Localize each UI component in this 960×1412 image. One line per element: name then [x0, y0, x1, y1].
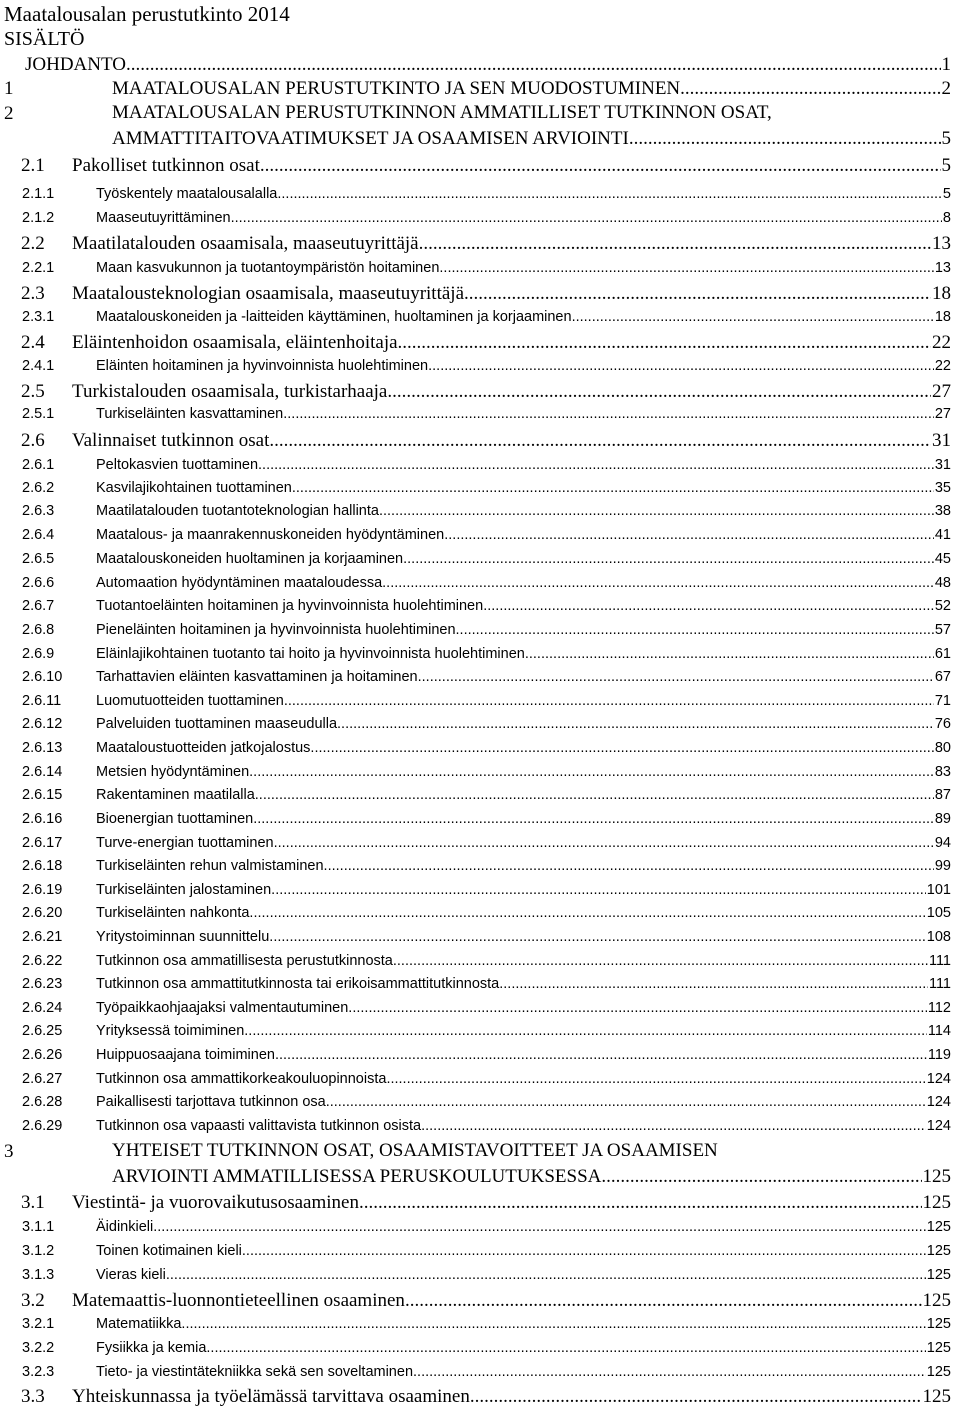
dot-leader — [413, 1361, 926, 1384]
toc-entry-title: Maataloustuotteiden jatkojalostus — [96, 740, 311, 756]
toc-entry-page-number: 18 — [932, 283, 951, 304]
toc-entry-page-number: 87 — [934, 787, 951, 803]
toc-entry-page-number: 124 — [926, 1118, 951, 1134]
dot-leader — [428, 355, 934, 378]
toc-entry-title: Eläintenhoidon osaamisala, eläintenhoitaja — [72, 332, 398, 353]
toc-entry-number: 2.6.3 — [22, 503, 55, 519]
toc-entry[interactable] — [0, 1288, 960, 1314]
toc-entry-title: Työpaikkaohjaajaksi valmentautuminen — [96, 1000, 349, 1016]
toc-entry[interactable] — [0, 690, 960, 713]
toc-entry-number: 2.6.9 — [22, 646, 55, 662]
toc-entry-page-number: 101 — [926, 882, 951, 898]
toc-heading: SISÄLTÖ — [4, 28, 85, 50]
toc-entry-page-number: 8 — [942, 210, 951, 226]
toc-entry-title-line1: YHTEISET TUTKINNON OSAT, OSAAMISTAVOITTEET JA OSAAMISEN — [112, 1140, 718, 1161]
toc-entry-title: Yrityksessä toimiminen — [96, 1023, 245, 1039]
toc-entry-number: 2.5 — [21, 381, 45, 402]
toc-entry-title: Maatalouskoneiden ja -laitteiden käyttäminen, huoltaminen ja korjaaminen — [96, 309, 572, 325]
dot-leader — [601, 1165, 921, 1189]
toc-entry-page-number: 108 — [926, 929, 951, 945]
toc-entry-page-number: 99 — [934, 858, 951, 874]
dot-leader — [249, 902, 925, 925]
dot-leader — [324, 855, 934, 878]
dot-leader — [181, 1313, 925, 1336]
toc-entry-number: 2.1 — [21, 155, 45, 176]
toc-entry[interactable] — [0, 1240, 960, 1263]
toc-entry-page-number: 13 — [934, 260, 951, 276]
dot-leader — [456, 619, 934, 642]
toc-entry[interactable] — [0, 1384, 960, 1410]
dot-leader — [470, 1384, 922, 1410]
toc-entry-title: Äidinkieli — [96, 1219, 154, 1235]
toc-entry-number: 2.6.19 — [22, 882, 63, 898]
toc-entry-page-number: 2 — [941, 78, 951, 99]
toc-entry-number: 2.4 — [21, 332, 45, 353]
toc-entry[interactable] — [0, 1313, 960, 1336]
dot-leader — [274, 832, 934, 855]
toc-entry-page-number: 125 — [926, 1267, 951, 1283]
toc-entry-number: 2.6.7 — [22, 598, 55, 614]
toc-entry[interactable] — [0, 808, 960, 831]
toc-entry-title: Tutkinnon osa ammattitutkinnosta tai erikoisammattitutkinnosta — [96, 976, 500, 992]
toc-entry[interactable] — [0, 902, 960, 925]
toc-entry-page-number: 22 — [932, 332, 951, 353]
dot-leader — [405, 1288, 922, 1314]
toc-entry-number: 2.6.6 — [22, 575, 55, 591]
toc-entry-number: 2.4.1 — [22, 358, 55, 374]
toc-entry-title: Turkistalouden osaamisala, turkistarhaaja — [72, 381, 388, 402]
toc-entry-title: Matemaattis-luonnontieteellinen osaaminen — [72, 1290, 405, 1311]
dot-leader — [444, 524, 934, 547]
toc-entry[interactable] — [0, 666, 960, 689]
toc-entry-title: Maatalouskoneiden huoltaminen ja korjaaminen — [96, 551, 404, 567]
toc-entry-number: 2.6.20 — [22, 905, 63, 921]
toc-entry[interactable] — [0, 1044, 960, 1067]
toc-entry-title: MAATALOUSALAN PERUSTUTKINTO JA SEN MUODOSTUMINEN — [112, 78, 681, 99]
dot-leader — [326, 1091, 926, 1114]
dot-leader — [629, 127, 941, 151]
toc-entry-title: Yhteiskunnassa ja työelämässä tarvittava osaaminen — [72, 1386, 470, 1407]
toc-entry-page-number: 48 — [934, 575, 951, 591]
toc-entry-title: Automaation hyödyntäminen maataloudessa — [96, 575, 383, 591]
toc-entry[interactable] — [0, 548, 960, 571]
toc-entry-page-number: 13 — [932, 233, 951, 254]
toc-entry[interactable] — [0, 1139, 960, 1189]
toc-entry-title: Pakolliset tutkinnon osat — [72, 155, 260, 176]
toc-entry-number: 2.6.23 — [22, 976, 63, 992]
toc-entry-number: 2.6.27 — [22, 1071, 63, 1087]
toc-entry-number: 1 — [4, 78, 14, 99]
toc-entry[interactable] — [0, 855, 960, 878]
toc-entry-page-number: 83 — [934, 764, 951, 780]
toc-entry[interactable] — [0, 1115, 960, 1138]
dot-leader — [403, 548, 934, 571]
toc-entry[interactable] — [0, 53, 960, 77]
dot-leader — [275, 1044, 927, 1067]
toc-entry-number: 3.2.3 — [22, 1364, 55, 1380]
dot-leader — [464, 281, 931, 307]
toc-entry-number: 2.5.1 — [22, 406, 55, 422]
toc-entry-title: JOHDANTO — [25, 54, 126, 75]
dot-leader — [421, 1115, 926, 1138]
dot-leader — [348, 997, 927, 1020]
toc-entry[interactable] — [0, 207, 960, 230]
dot-leader — [269, 428, 931, 454]
toc-entry-title: Maaseutuyrittäminen — [96, 210, 231, 226]
toc-entry[interactable] — [0, 257, 960, 280]
toc-entry-number: 2.6.14 — [22, 764, 63, 780]
toc-entry-number: 2.6.22 — [22, 953, 63, 969]
toc-entry-page-number: 89 — [934, 811, 951, 827]
toc-entry[interactable] — [0, 454, 960, 477]
toc-entry-page-number: 5 — [942, 186, 951, 202]
toc-entry-page-number: 125 — [922, 1290, 951, 1311]
toc-entry-title: Yritystoiminnan suunnittelu — [96, 929, 270, 945]
toc-entry-title-line1: MAATALOUSALAN PERUSTUTKINNON AMMATILLISET TUTKINNON OSAT, — [112, 102, 772, 123]
toc-entry-title: Maatalousteknologian osaamisala, maaseutuyrittäjä — [72, 283, 465, 304]
toc-entry-number: 3.2.1 — [22, 1316, 55, 1332]
toc-entry-title: Paikallisesti tarjottava tutkinnon osa — [96, 1094, 326, 1110]
toc-entry-page-number: 31 — [932, 430, 951, 451]
toc-entry-number: 2.6.29 — [22, 1118, 63, 1134]
toc-entry-title: Matematiikka — [96, 1316, 182, 1332]
dot-leader — [244, 1020, 927, 1043]
toc-entry-page-number: 41 — [934, 527, 951, 543]
toc-entry-title: Pieneläinten hoitaminen ja hyvinvoinnista huolehtiminen — [96, 622, 456, 638]
toc-entry-number: 2.6.16 — [22, 811, 63, 827]
dot-leader — [166, 1264, 926, 1287]
toc-entry[interactable] — [0, 1020, 960, 1043]
toc-entry-number: 2.6.4 — [22, 527, 55, 543]
toc-entry-page-number: 105 — [926, 905, 951, 921]
dot-leader — [258, 454, 934, 477]
toc-entry-number: 2.6.12 — [22, 716, 63, 732]
toc-entry[interactable] — [0, 1361, 960, 1384]
toc-entry[interactable] — [0, 950, 960, 973]
toc-entry[interactable] — [0, 737, 960, 760]
dot-leader — [382, 572, 934, 595]
toc-entry-page-number: 18 — [934, 309, 951, 325]
toc-entry-page-number: 125 — [926, 1219, 951, 1235]
toc-entry-number: 3.2 — [21, 1290, 45, 1311]
toc-entry[interactable] — [0, 330, 960, 356]
dot-leader — [206, 1337, 925, 1360]
toc-entry-page-number: 61 — [934, 646, 951, 662]
toc-entry-page-number: 5 — [941, 155, 951, 176]
toc-entry-page-number: 27 — [932, 381, 951, 402]
toc-entry-number: 2.2.1 — [22, 260, 55, 276]
toc-entry-page-number: 52 — [934, 598, 951, 614]
dot-leader — [231, 207, 942, 230]
dot-leader — [499, 973, 928, 996]
toc-entry-number: 2.6.8 — [22, 622, 55, 638]
toc-entry-title: Metsien hyödyntäminen — [96, 764, 250, 780]
toc-entry[interactable] — [0, 572, 960, 595]
toc-entry-page-number: 124 — [926, 1094, 951, 1110]
dot-leader — [284, 690, 934, 713]
toc-entry-title: Tutkinnon osa vapaasti valittavista tutkinnon osista — [96, 1118, 422, 1134]
dot-leader — [277, 183, 942, 206]
toc-entry-number: 2.6.17 — [22, 835, 63, 851]
toc-entry[interactable] — [0, 101, 960, 151]
toc-entry-number: 2.3.1 — [22, 309, 55, 325]
toc-entry-title: Maatilatalouden osaamisala, maaseutuyrittäjä — [72, 233, 419, 254]
toc-entry[interactable] — [0, 643, 960, 666]
toc-entry-number: 3.1.3 — [22, 1267, 55, 1283]
toc-entry-number: 2.1.2 — [22, 210, 55, 226]
toc-entry[interactable] — [0, 713, 960, 736]
toc-entry-title: Turkiseläinten nahkonta — [96, 905, 250, 921]
toc-entry-page-number: 112 — [927, 1000, 951, 1016]
toc-entry-number: 2.6.11 — [22, 693, 62, 709]
toc-entry-number: 2.6.25 — [22, 1023, 63, 1039]
toc-entry[interactable] — [0, 1190, 960, 1216]
toc-entry-page-number: 119 — [927, 1047, 951, 1063]
toc-entry-title: Valinnaiset tutkinnon osat — [72, 430, 270, 451]
toc-entry-page-number: 125 — [926, 1364, 951, 1380]
toc-entry[interactable] — [0, 973, 960, 996]
dot-leader — [483, 595, 934, 618]
toc-entry[interactable] — [0, 879, 960, 902]
dot-leader — [439, 257, 933, 280]
toc-entry[interactable] — [0, 784, 960, 807]
toc-entry[interactable] — [0, 1216, 960, 1239]
toc-entry-title: Toinen kotimainen kieli — [96, 1243, 242, 1259]
toc-entry-title: Tarhattavien eläinten kasvattaminen ja hoitaminen — [96, 669, 418, 685]
dot-leader — [271, 879, 926, 902]
toc-entry-page-number: 22 — [934, 358, 951, 374]
dot-leader — [269, 926, 926, 949]
toc-entry-page-number: 111 — [928, 976, 951, 992]
dot-leader — [242, 1240, 926, 1263]
toc-entry-page-number: 45 — [934, 551, 951, 567]
toc-entry-title: Eläinlajikohtainen tuotanto tai hoito ja hyvinvoinnista huolehtiminen — [96, 646, 525, 662]
toc-entry[interactable] — [0, 428, 960, 454]
toc-entry-page-number: 76 — [934, 716, 951, 732]
toc-entry-page-number: 94 — [934, 835, 951, 851]
toc-entry-number: 2.6.10 — [22, 669, 63, 685]
toc-entry-number: 2.1.1 — [22, 186, 55, 202]
dot-leader — [260, 153, 941, 179]
toc-entry-number: 3.1.1 — [22, 1219, 55, 1235]
toc-entry-title: Huippuosaajana toimiminen — [96, 1047, 275, 1063]
toc-entry-number: 2.6.28 — [22, 1094, 63, 1110]
toc-entry-title: Tutkinnon osa ammattikorkeakouluopinnoista — [96, 1071, 387, 1087]
toc-entry-page-number: 31 — [934, 457, 951, 473]
toc-entry-page-number: 124 — [926, 1071, 951, 1087]
toc-entry-number: 3.1 — [21, 1192, 45, 1213]
toc-entry[interactable] — [0, 595, 960, 618]
toc-entry-number: 2.6.26 — [22, 1047, 63, 1063]
toc-entry-page-number: 114 — [927, 1023, 951, 1039]
toc-entry-page-number: 125 — [922, 1192, 951, 1213]
toc-entry-title: Eläinten hoitaminen ja hyvinvoinnista huolehtiminen — [96, 358, 429, 374]
toc-entry-title: Turkiseläinten jalostaminen — [96, 882, 272, 898]
toc-entry-number: 2.6.1 — [22, 457, 55, 473]
dot-leader — [393, 950, 928, 973]
toc-entry-title: Rakentaminen maatilalla — [96, 787, 255, 803]
toc-entry-title: ARVIOINTI AMMATILLISESSA PERUSKOULUTUKSESSA — [112, 1166, 602, 1187]
toc-entry-page-number: 1 — [941, 54, 951, 75]
toc-entry-page-number: 125 — [926, 1340, 951, 1356]
toc-entry[interactable] — [0, 1091, 960, 1114]
toc-entry-title: Viestintä- ja vuorovaikutusosaaminen — [72, 1192, 359, 1213]
dot-leader — [310, 737, 933, 760]
toc-entry-number: 2.6.5 — [22, 551, 55, 567]
toc-entry-number: 2.6.21 — [22, 929, 63, 945]
toc-entry-number: 2.6.13 — [22, 740, 63, 756]
toc-entry-page-number: 67 — [934, 669, 951, 685]
toc-entry-page-number: 35 — [934, 480, 951, 496]
toc-entry-page-number: 125 — [926, 1316, 951, 1332]
dot-leader — [418, 666, 934, 689]
toc-entry-title: Kasvilajikohtainen tuottaminen — [96, 480, 292, 496]
dot-leader — [249, 761, 934, 784]
toc-entry-number: 2 — [4, 103, 14, 124]
toc-entry-title: Tutkinnon osa ammatillisesta perustutkinnosta — [96, 953, 393, 969]
toc-entry-page-number: 125 — [922, 1166, 951, 1187]
toc-entry-number: 3.3 — [21, 1386, 45, 1407]
toc-entry-page-number: 111 — [928, 953, 951, 969]
toc-entry-title: Turkiseläinten kasvattaminen — [96, 406, 284, 422]
toc-entry[interactable] — [0, 619, 960, 642]
toc-entry-title: Turve-energian tuottaminen — [96, 835, 274, 851]
toc-entry[interactable] — [0, 926, 960, 949]
toc-entry-title: Tuotantoeläinten hoitaminen ja hyvinvoinnista huolehtiminen — [96, 598, 484, 614]
dot-leader — [387, 379, 931, 405]
toc-entry-title: Työskentely maatalousalalla — [96, 186, 278, 202]
toc-entry-title: Maan kasvukunnon ja tuotantoympäristön hoitaminen — [96, 260, 440, 276]
toc-entry-number: 3.1.2 — [22, 1243, 55, 1259]
toc-entry[interactable] — [0, 281, 960, 307]
toc-entry[interactable] — [0, 306, 960, 329]
toc-entry[interactable] — [0, 153, 960, 179]
toc-entry[interactable] — [0, 403, 960, 426]
dot-leader — [337, 713, 934, 736]
toc-entry-page-number: 125 — [926, 1243, 951, 1259]
toc-entry[interactable] — [0, 379, 960, 405]
dot-leader — [255, 784, 934, 807]
toc-entry-number: 3.2.2 — [22, 1340, 55, 1356]
toc-entry[interactable] — [0, 355, 960, 378]
dot-leader — [292, 477, 934, 500]
toc-entry-title: Maatalous- ja maanrakennuskoneiden hyödyntäminen — [96, 527, 445, 543]
toc-entry[interactable] — [0, 77, 960, 101]
toc-entry[interactable] — [0, 477, 960, 500]
toc-entry-title: AMMATTITAITOVAATIMUKSET JA OSAAMISEN ARVIOINTI — [112, 128, 629, 149]
toc-entry[interactable] — [0, 183, 960, 206]
toc-entry[interactable] — [0, 1337, 960, 1360]
toc-entry-number: 2.6.2 — [22, 480, 55, 496]
toc-entry-page-number: 38 — [934, 503, 951, 519]
toc-entry-number: 3 — [4, 1141, 14, 1162]
toc-entry-title: Peltokasvien tuottaminen — [96, 457, 259, 473]
dot-leader — [283, 403, 934, 426]
toc-entry[interactable] — [0, 500, 960, 523]
toc-entry-page-number: 5 — [941, 128, 951, 149]
toc-entry[interactable] — [0, 524, 960, 547]
dot-leader — [253, 808, 934, 831]
dot-leader — [419, 231, 931, 257]
toc-entry-title: Turkiseläinten rehun valmistaminen — [96, 858, 324, 874]
dot-leader — [398, 330, 931, 356]
toc-entry[interactable] — [0, 832, 960, 855]
toc-entry-title: Bioenergian tuottaminen — [96, 811, 254, 827]
toc-entry[interactable] — [0, 1068, 960, 1091]
toc-entry[interactable] — [0, 761, 960, 784]
dot-leader — [680, 77, 940, 101]
toc-entry-page-number: 27 — [934, 406, 951, 422]
toc-entry-title: Tieto- ja viestintätekniikka sekä sen soveltaminen — [96, 1364, 414, 1380]
toc-entry-page-number: 57 — [934, 622, 951, 638]
toc-entry-title: Vieras kieli — [96, 1267, 166, 1283]
dot-leader — [386, 1068, 925, 1091]
dot-leader — [126, 53, 941, 77]
toc-entry-title: Maatilatalouden tuotantoteknologian hallinta — [96, 503, 379, 519]
dot-leader — [153, 1216, 926, 1239]
toc-entry-number: 2.6.15 — [22, 787, 63, 803]
toc-entry[interactable] — [0, 997, 960, 1020]
toc-entry-number: 2.3 — [21, 283, 45, 304]
toc-entry-page-number: 71 — [934, 693, 951, 709]
toc-entry-title: Fysiikka ja kemia — [96, 1340, 207, 1356]
toc-entry-number: 2.2 — [21, 233, 45, 254]
document-title: Maatalousalan perustutkinto 2014 — [4, 2, 290, 26]
toc-entry-page-number: 125 — [922, 1386, 951, 1407]
toc-entry-title: Palveluiden tuottaminen maaseudulla — [96, 716, 338, 732]
toc-entry-number: 2.6.18 — [22, 858, 63, 874]
dot-leader — [572, 306, 934, 329]
toc-entry[interactable] — [0, 231, 960, 257]
toc-entry[interactable] — [0, 1264, 960, 1287]
toc-entry-number: 2.6.24 — [22, 1000, 63, 1016]
toc-entry-page-number: 80 — [934, 740, 951, 756]
dot-leader — [359, 1190, 922, 1216]
dot-leader — [379, 500, 934, 523]
dot-leader — [525, 643, 934, 666]
toc-entry-title: Luomutuotteiden tuottaminen — [96, 693, 284, 709]
toc-entry-number: 2.6 — [21, 430, 45, 451]
